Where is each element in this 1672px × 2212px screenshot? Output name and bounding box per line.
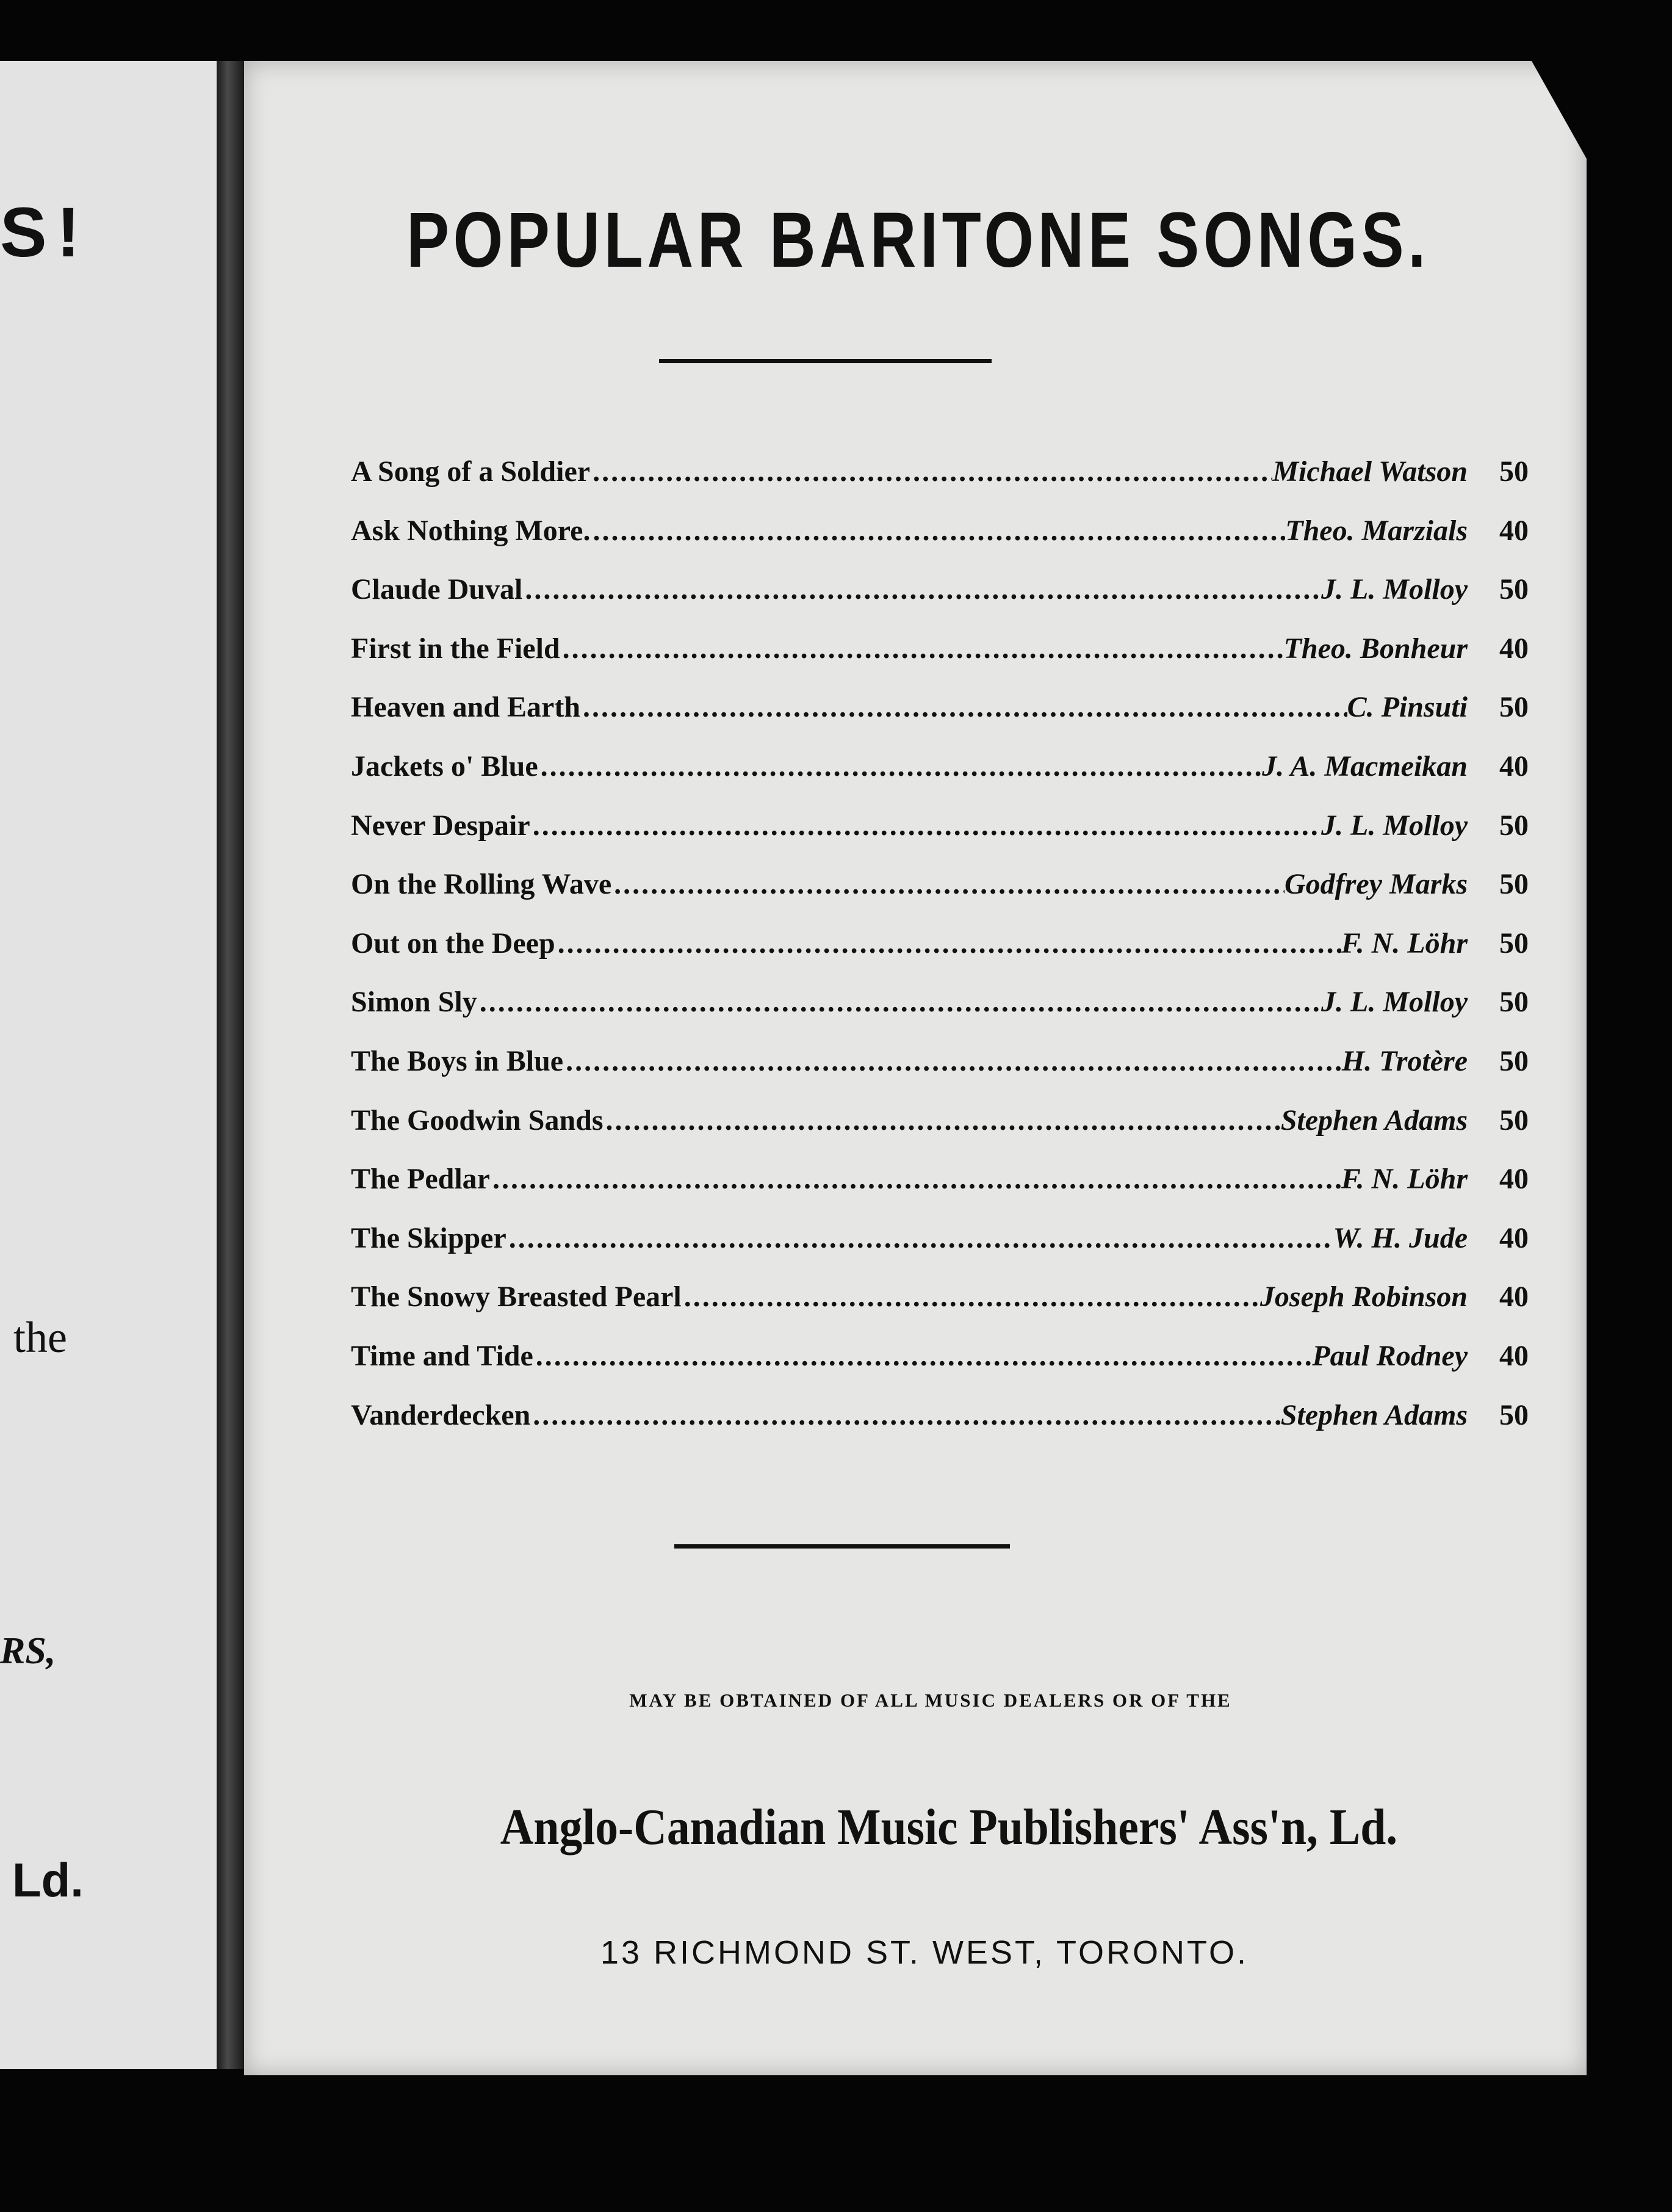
song-row [351, 867, 1559, 927]
song-composer: J. L. Molloy [1321, 573, 1468, 606]
leader-dots [590, 514, 1285, 548]
song-price: 50 [1499, 868, 1529, 901]
song-title: Never Despair [351, 809, 530, 842]
song-composer: Michael Watson [1272, 455, 1468, 488]
song-row [351, 927, 1559, 986]
song-price: 40 [1499, 632, 1529, 665]
song-row [351, 1339, 1559, 1398]
song-title: Out on the Deep [351, 927, 555, 960]
leader-dots [611, 867, 1285, 901]
song-composer: Stephen Adams [1280, 1104, 1468, 1137]
song-title: On the Rolling Wave [351, 868, 612, 901]
song-composer: W. H. Jude [1333, 1221, 1468, 1254]
song-row [351, 1280, 1559, 1339]
leader-dots [555, 927, 1341, 960]
song-title: Jackets o' Blue [351, 750, 538, 783]
left-page-italic-fragment: RS, [0, 1630, 56, 1672]
leader-dots [560, 632, 1284, 665]
leader-dots [522, 573, 1321, 606]
song-composer: F. N. Löhr [1341, 927, 1468, 960]
song-title: Simon Sly [351, 986, 477, 1019]
song-composer: Paul Rodney [1312, 1339, 1468, 1372]
song-price: 50 [1499, 1398, 1529, 1431]
publisher-name: Anglo-Canadian Music Publishers' Ass'n, Ld. [500, 1799, 1398, 1856]
song-row [351, 514, 1559, 573]
song-price: 50 [1499, 1044, 1529, 1077]
book-spine [217, 61, 244, 2069]
song-composer: Theo. Marzials [1285, 514, 1468, 547]
song-row [351, 1398, 1559, 1458]
song-composer: F. N. Löhr [1341, 1163, 1468, 1196]
song-row [351, 1044, 1559, 1104]
leader-dots [580, 690, 1347, 724]
song-row [351, 690, 1559, 750]
leader-dots [477, 985, 1321, 1019]
song-price: 50 [1499, 573, 1529, 606]
song-row [351, 1162, 1559, 1221]
song-title: The Snowy Breasted Pearl [351, 1281, 682, 1314]
song-title: A Song of a Soldier [351, 455, 591, 488]
leader-dots [490, 1162, 1341, 1196]
leader-dots [533, 1339, 1313, 1373]
song-row [351, 632, 1559, 691]
song-price: 50 [1499, 691, 1529, 724]
song-row [351, 809, 1559, 868]
song-price: 50 [1499, 1104, 1529, 1137]
leader-dots [604, 1104, 1281, 1137]
leader-dots [538, 750, 1262, 783]
song-row [351, 455, 1559, 514]
leader-dots [530, 1398, 1280, 1432]
publisher-address: 13 RICHMOND ST. WEST, TORONTO. [600, 1934, 1249, 1971]
song-composer: C. Pinsuti [1347, 691, 1468, 724]
song-composer: J. L. Molloy [1321, 809, 1468, 842]
leader-dots [530, 809, 1321, 842]
song-row [351, 985, 1559, 1044]
song-composer: Joseph Robinson [1259, 1281, 1468, 1314]
song-price: 40 [1499, 1281, 1529, 1314]
song-composer: Theo. Bonheur [1283, 632, 1468, 665]
song-composer: Godfrey Marks [1285, 868, 1468, 901]
song-price: 40 [1499, 1339, 1529, 1372]
song-title: The Pedlar [351, 1163, 490, 1196]
song-composer: Stephen Adams [1280, 1398, 1468, 1431]
song-title: Vanderdecken [351, 1398, 531, 1431]
song-list [351, 455, 1559, 1457]
song-title: Time and Tide [351, 1339, 533, 1372]
top-divider [659, 359, 992, 363]
song-title: The Goodwin Sands [351, 1104, 604, 1137]
leader-dots [563, 1044, 1342, 1078]
song-composer: H. Trotère [1341, 1044, 1468, 1077]
song-title: Claude Duval [351, 573, 523, 606]
leader-dots [590, 455, 1272, 488]
song-row [351, 1221, 1559, 1281]
song-row [351, 1104, 1559, 1163]
song-price: 40 [1499, 750, 1529, 783]
song-price: 50 [1499, 927, 1529, 960]
page-corner-fold [1532, 61, 1587, 159]
song-title: The Boys in Blue [351, 1044, 564, 1077]
song-price: 50 [1499, 809, 1529, 842]
song-composer: J. A. Macmeikan [1262, 750, 1468, 783]
leader-dots [506, 1221, 1333, 1255]
leader-dots [682, 1280, 1260, 1314]
song-title: First in the Field [351, 632, 560, 665]
song-row [351, 573, 1559, 632]
obtain-notice: MAY BE OBTAINED OF ALL MUSIC DEALERS OR OF THE [629, 1690, 1232, 1711]
left-page-fragment [0, 61, 217, 2069]
main-page [244, 61, 1587, 2075]
song-price: 50 [1499, 986, 1529, 1019]
left-page-heading-fragment: S! [0, 193, 90, 272]
left-page-publisher-fragment: Ld. [12, 1853, 84, 1907]
left-page-text-fragment: the [13, 1313, 67, 1362]
bottom-divider [674, 1544, 1010, 1549]
song-title: Heaven and Earth [351, 691, 581, 724]
song-row [351, 750, 1559, 809]
song-price: 40 [1499, 1221, 1529, 1254]
song-title: The Skipper [351, 1221, 506, 1254]
song-composer: J. L. Molloy [1321, 986, 1468, 1019]
song-price: 40 [1499, 514, 1529, 547]
page-title: POPULAR BARITONE SONGS. [406, 197, 1430, 284]
song-price: 50 [1499, 455, 1529, 488]
song-price: 40 [1499, 1163, 1529, 1196]
song-title: Ask Nothing More. [351, 514, 591, 547]
